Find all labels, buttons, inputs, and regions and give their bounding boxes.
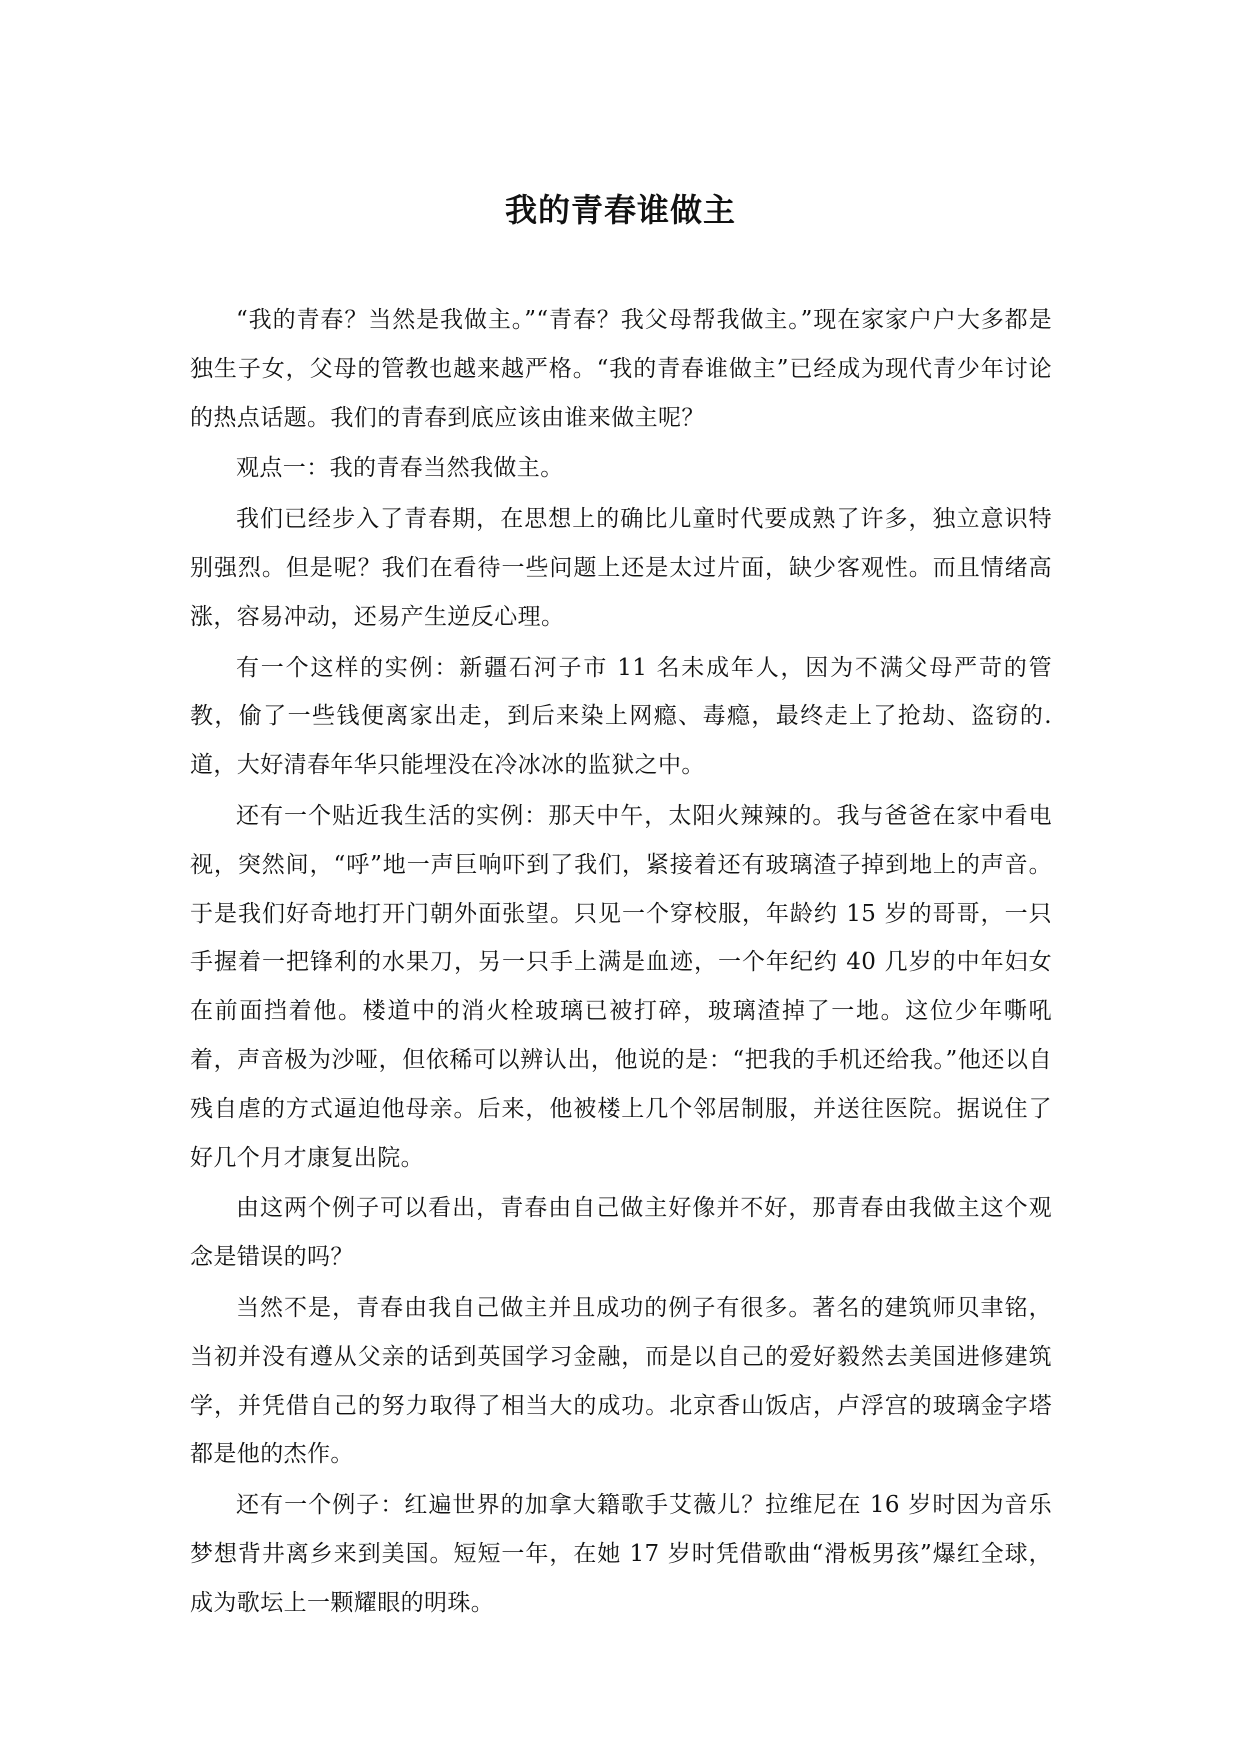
paragraph-adolescence: 我们已经步入了青春期，在思想上的确比儿童时代要成熟了许多，独立意识特别强烈。但是呢？我们在看待一些问题上还是太过片面，缺少客观性。而且情绪高涨，容易冲动，还易产生逆反心理。	[190, 506, 1052, 630]
paragraph-question: 由这两个例子可以看出，青春由自己做主好像并不好，那青春由我做主这个观念是错误的吗？	[190, 1195, 1052, 1271]
paragraph-example-neighbor: 还有一个贴近我生活的实例：那天中午，太阳火辣辣的。我与爸爸在家中看电视，突然间，“呼”地一声巨响吓到了我们，紧接着还有玻璃渣子掉到地上的声音。于是我们好奇地打开门朝外面张望。只见一个穿校服，年龄约 15 岁的哥哥，一只手握着一把锋利的水果刀，另一只手上满是血迹，一个年纪约 40 几岁的中年妇女在前面挡着他。楼道中的消火栓玻璃已被打碎，玻璃渣掉了一地。这位少年嘶吼着，声音极为沙哑，但依稀可以辨认出，他说的是：“把我的手机还给我。”他还以自残自虐的方式逼迫他母亲。后来，他被楼上几个邻居制服，并送往医院。据说住了好几个月才康复出院。	[190, 802, 1052, 1171]
document-title: 我的青春谁做主	[504, 191, 736, 229]
paragraph-example-avril: 还有一个例子：红遍世界的加拿大籍歌手艾薇儿？拉维尼在 16 岁时因为音乐梦想背井离乡来到美国。短短一年，在她 17 岁时凭借歌曲“滑板男孩”爆红全球，成为歌坛上一颗耀眼的明珠。	[190, 1492, 1052, 1616]
document-body	[190, 296, 1052, 1630]
paragraph-intro: “我的青春？当然是我做主。”“青春？我父母帮我做主。”现在家家户户大多都是独生子女，父母的管教也越来越严格。“我的青春谁做主”已经成为现代青少年讨论的热点话题。我们的青春到底应该由谁来做主呢？	[190, 307, 1052, 431]
paragraph-viewpoint-one: 观点一：我的青春当然我做主。	[236, 455, 564, 482]
paragraph-example-xinjiang: 有一个这样的实例：新疆石河子市 11 名未成年人，因为不满父母严苛的管教，偷了一些钱便离家出走，到后来染上网瘾、毒瘾，最终走上了抢劫、盗窃的.道，大好清春年华只能埋没在冷冰冰的监狱之中。	[190, 654, 1052, 779]
paragraph-example-ieoh-ming-pei: 当然不是，青春由我自己做主并且成功的例子有很多。著名的建筑师贝聿铭，当初并没有遵从父亲的话到英国学习金融，而是以自己的爱好毅然去美国进修建筑学，并凭借自己的努力取得了相当大的成功。北京香山饭店，卢浮宫的玻璃金字塔都是他的杰作。	[190, 1294, 1052, 1468]
